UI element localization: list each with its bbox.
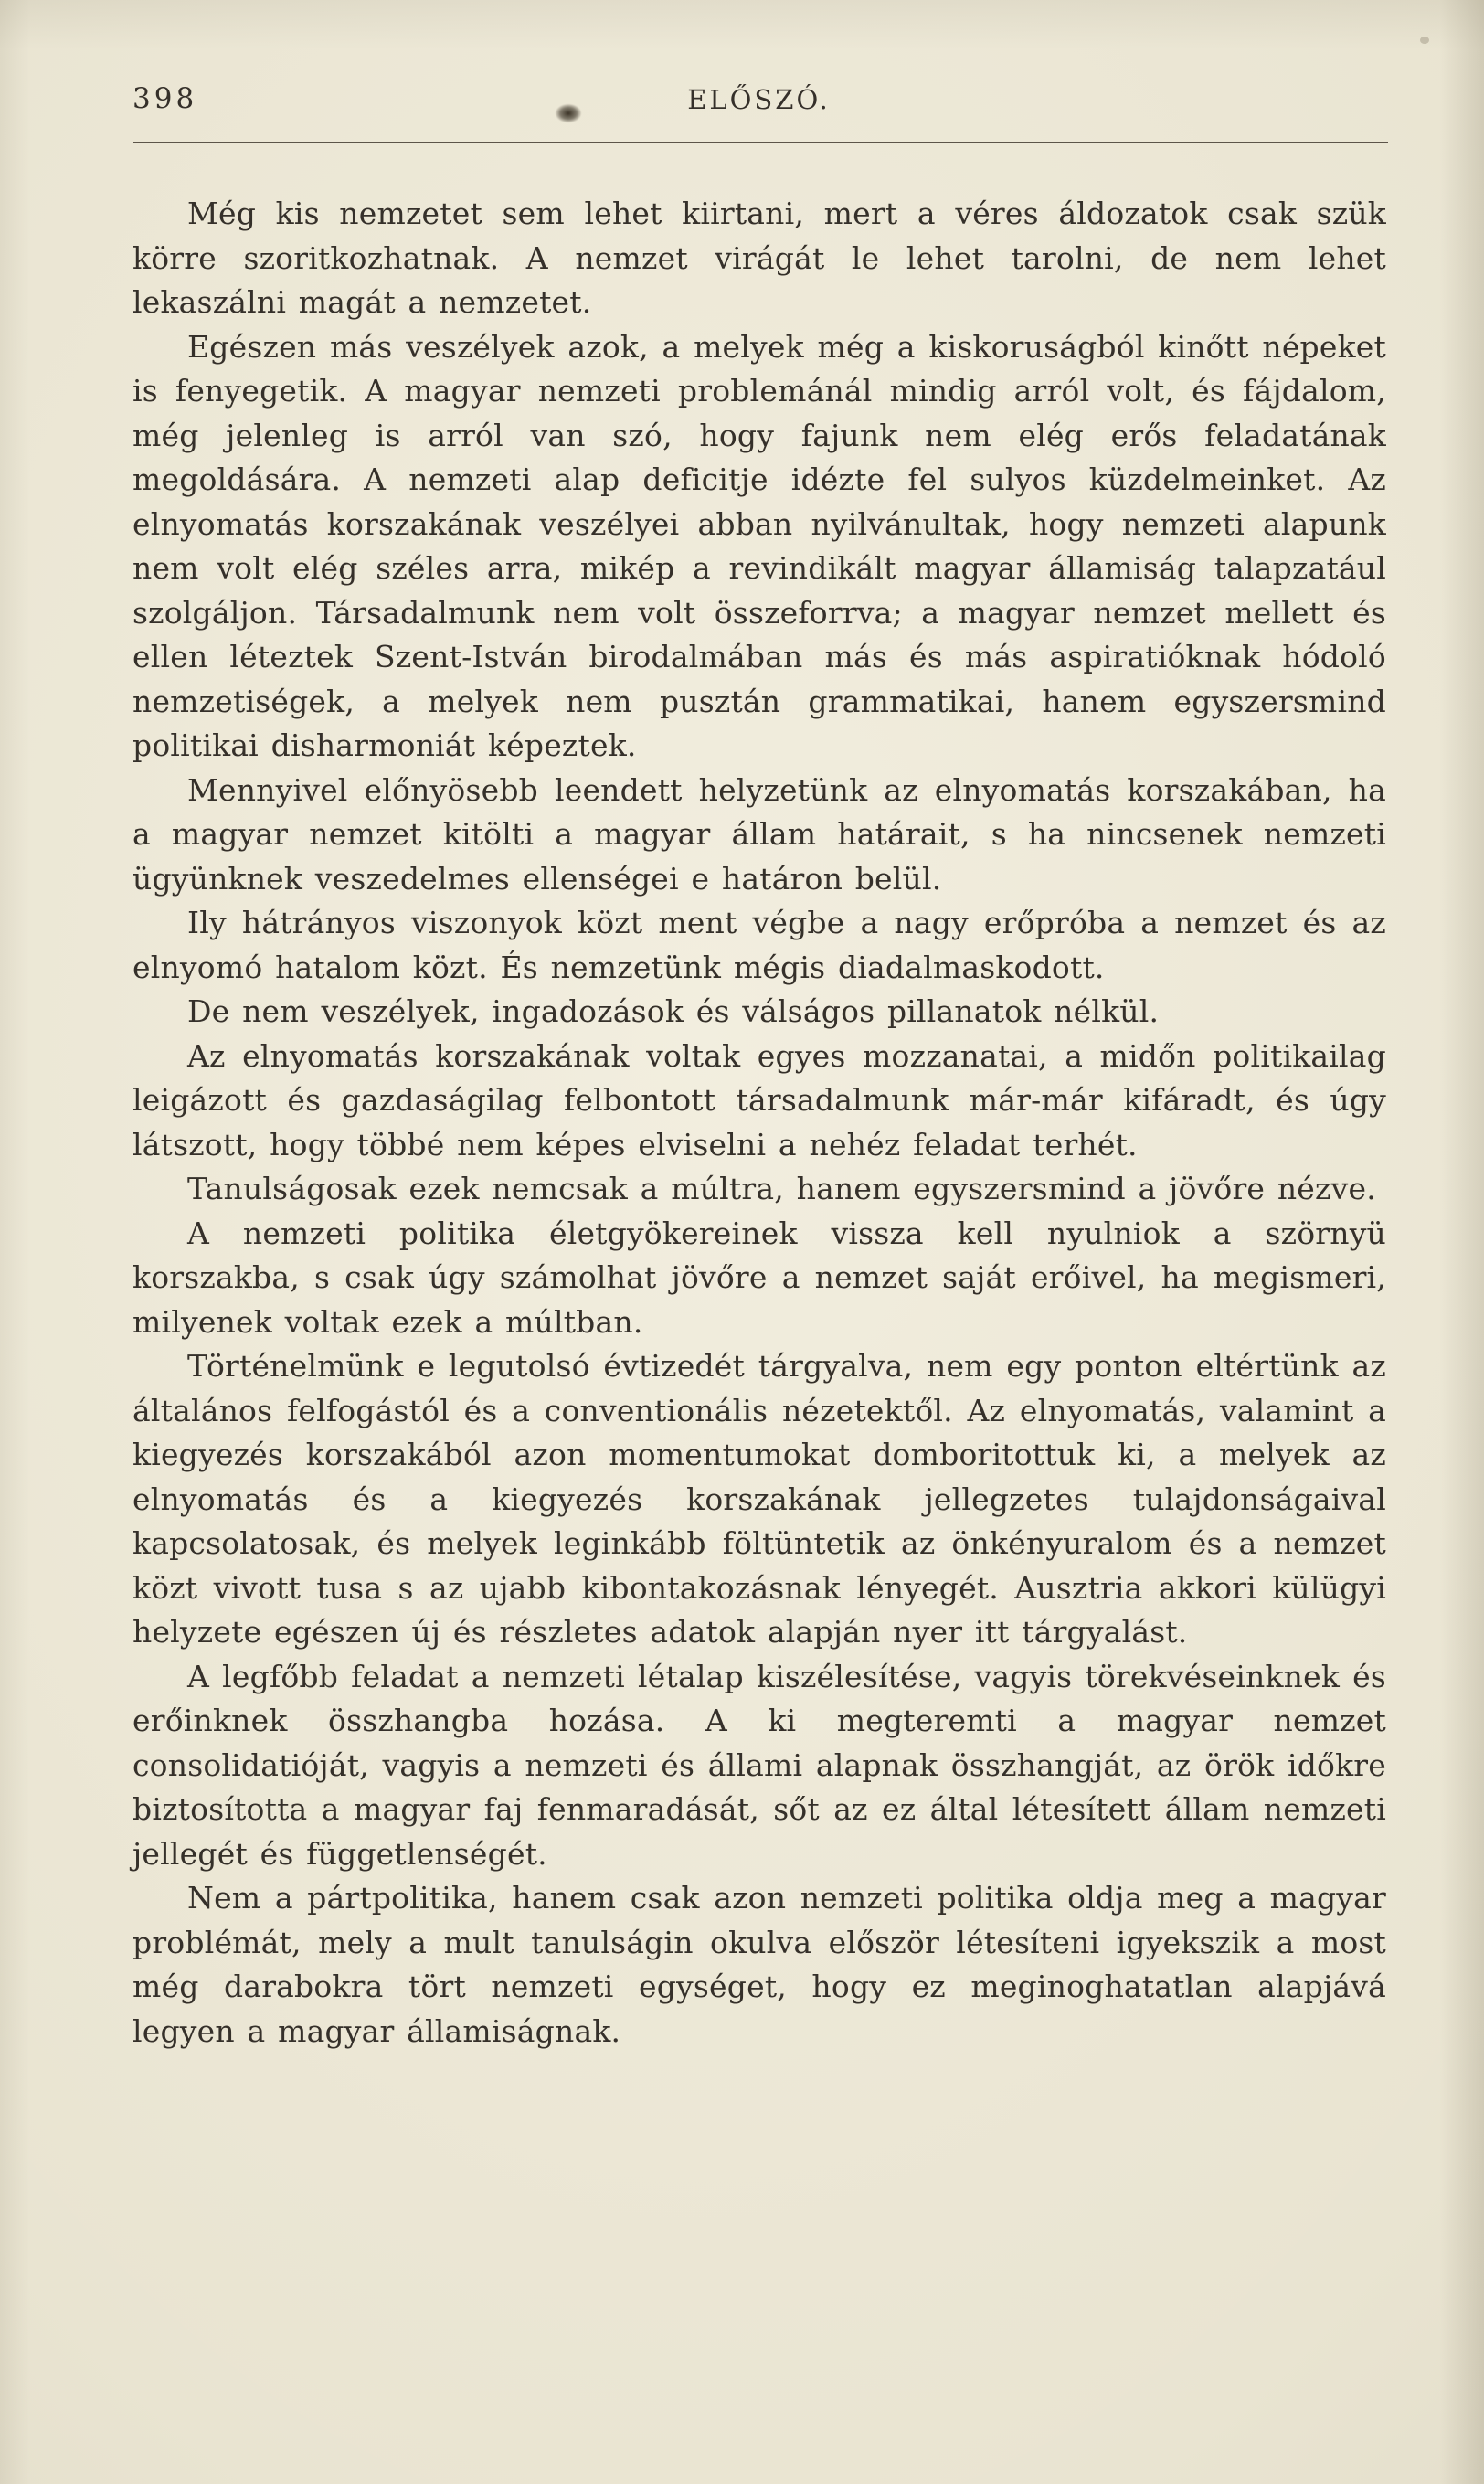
running-header: ELŐSZÓ. [687, 84, 831, 115]
page-number: 398 [132, 82, 198, 115]
paragraph: Tanulságosak ezek nemcsak a múltra, hanem egyszersmind a jövőre nézve. [187, 1171, 1376, 1206]
paragraph: Mennyivel előnyösebb leendett helyzetünk az elnyomatás korszakában, ha a magyar nemzet kitölti a magyar állam határait, s ha nincsenek nemzeti ügyünknek veszedelmes ellenségei e határon belül. [132, 771, 1386, 897]
paragraph: Történelmünk e legutolsó évtizedét tárgyalva, nem egy ponton eltértünk az általános felfogástól és a conventionális nézetektől. Az elnyomatás, valamint a kiegyezés korszakából azon momentumokat domboritottuk ki, a melyek az elnyomatás és a kiegyezés korszakának jellegzetes tulajdonságaival kapcsolatosak, és melyek leginkább föltüntetik az önkényuralom és a nemzet közt vivott tusa s az ujabb kibontakozásnak lényegét. Ausztria akkori külügyi helyzete egészen új és részletes adatok alapján nyer itt tárgyalást. [132, 1348, 1386, 1650]
page-head [132, 82, 1385, 122]
paragraph: Az elnyomatás korszakának voltak egyes mozzanatai, a midőn politikailag leigázott és gazdaságilag felbontott társadalmunk már-már kifáradt, és úgy látszott, hogy többé nem képes elviselni a nehéz feladat terhét. [132, 1037, 1386, 1162]
header-rule [132, 142, 1388, 143]
paper-fleck-artifact [1420, 37, 1429, 44]
paragraph: Ily hátrányos viszonyok közt ment végbe a nagy erőpróba a nemzet és az elnyomó hatalom közt. És nemzetünk mégis diadalmaskodott. [132, 905, 1386, 985]
paragraph: A nemzeti politika életgyökereinek vissza kell nyulniok a szörnyü korszakba, s csak úgy számolhat jövőre a nemzet saját erőivel, ha megismeri, milyenek voltak ezek a múltban. [132, 1215, 1386, 1340]
paragraph: Nem a pártpolitika, hanem csak azon nemzeti politika oldja meg a magyar problémát, mely a mult tanulságin okulva először létesíteni igyekszik a most még darabokra tört nemzeti egységet, hogy ez meginoghatatlan alapjává legyen a magyar államiságnak. [132, 1880, 1386, 2049]
paragraph: Egészen más veszélyek azok, a melyek még a kiskoruságból kinőtt népeket is fenyegetik. A magyar nemzeti problemánál mindig arról volt, és fájdalom, még jelenleg is arról van szó, hogy fajunk nem elég erős feladatának megoldására. A nemzeti alap deficitje idézte fel sulyos küzdelmeinket. Az elnyomatás korszakának veszélyei abban nyilvánultak, hogy nemzeti alapunk nem volt elég széles arra, mikép a revindikált magyar államiság talapzatául szolgáljon. Társadalmunk nem volt összeforrva; a magyar nemzet mellett és ellen léteztek Szent-István birodalmában más és más aspiratióknak hódoló nemzetiségek, a melyek nem pusztán grammatikai, hanem egyszersmind politikai disharmoniát képeztek. [132, 328, 1386, 763]
paragraph: A legfőbb feladat a nemzeti létalap kiszélesítése, vagyis törekvéseinknek és erőinknek összhangba hozása. A ki megteremti a magyar nemzet consolidatióját, vagyis a nemzeti és állami alapnak összhangját, az örök időkre biztosította a magyar faj fenmaradását, sőt az ez által létesített állam nemzeti jellegét és függetlenségét. [132, 1658, 1386, 1872]
page-body [132, 192, 1386, 2054]
paragraph: De nem veszélyek, ingadozások és válságos pillanatok nélkül. [187, 993, 1160, 1029]
paragraph: Még kis nemzetet sem lehet kiirtani, mert a véres áldozatok csak szük körre szoritkozhatnak. A nemzet virágát le lehet tarolni, de nem lehet lekaszálni magát a nemzetet. [132, 196, 1386, 320]
